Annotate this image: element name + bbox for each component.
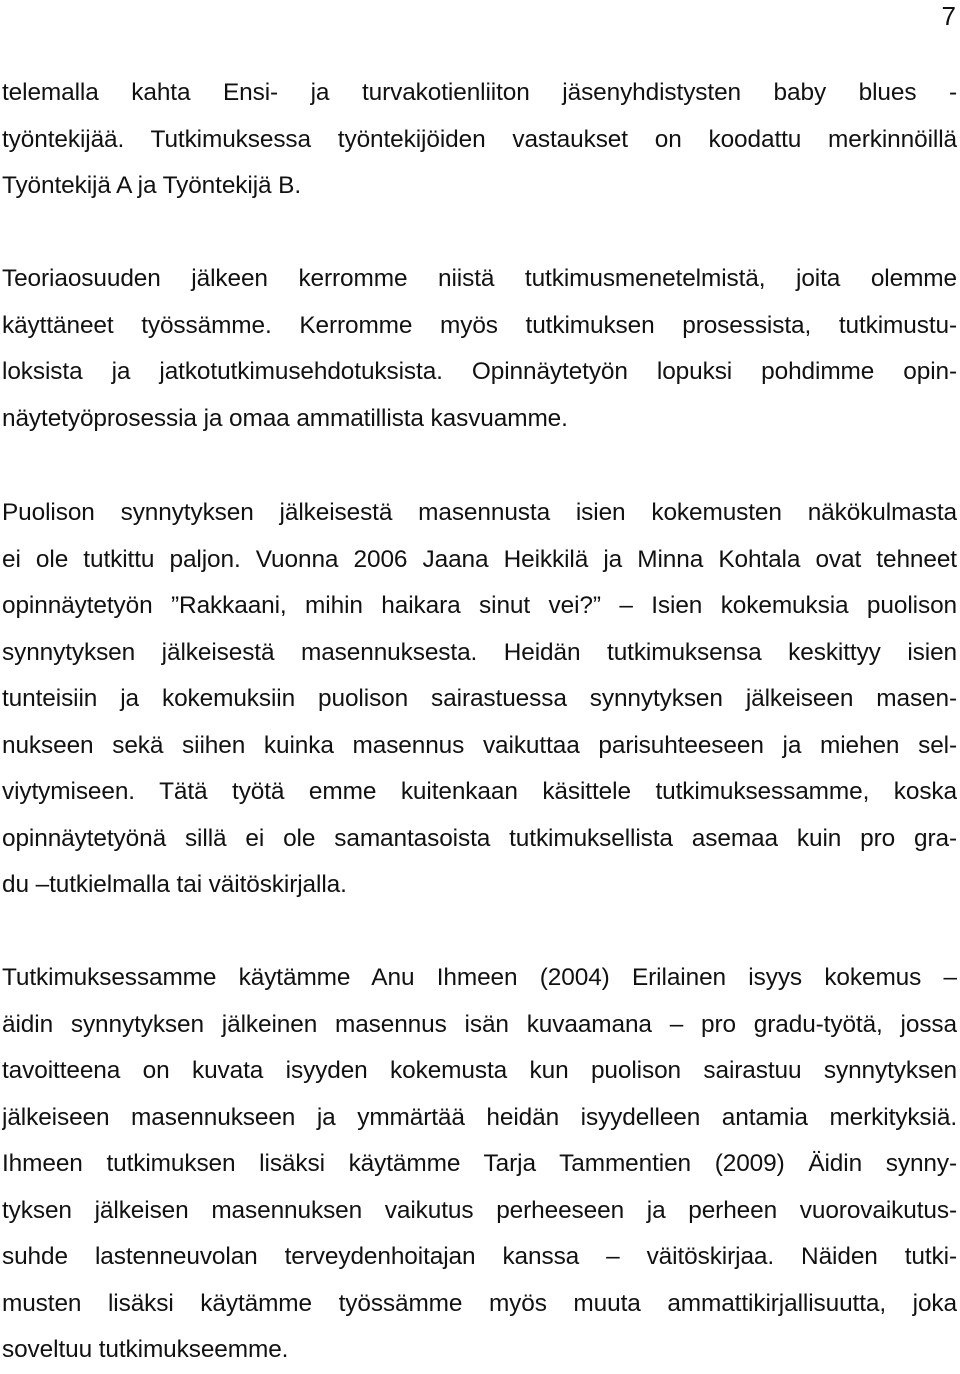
text-line: viytymiseen. Tätä työtä emme kuitenkaan käsittele tutkimuksessamme, koska <box>2 778 957 805</box>
text-line: loksista ja jatkotutkimusehdotuksista. Opinnäytetyön lopuksi pohdimme opin- <box>2 358 957 385</box>
text-line: suhde lastenneuvolan terveydenhoitajan kanssa – väitöskirjaa. Näiden tutki- <box>2 1243 957 1270</box>
text-line: synnytyksen jälkeisestä masennuksesta. Heidän tutkimuksensa keskittyy isien <box>2 638 957 666</box>
text-line: äidin synnytyksen jälkeinen masennus isän kuvaamana – pro gradu-työtä, jossa <box>2 1010 957 1038</box>
text-line: Teoriaosuuden jälkeen kerromme niistä tutkimusmenetelmistä, joita olemme <box>2 265 957 292</box>
text-line: soveltuu tutkimukseemme. <box>2 1336 289 1363</box>
text-line: Ihmeen tutkimuksen lisäksi käytämme Tarja Tammentien (2009) Äidin synny- <box>2 1150 957 1177</box>
text-line: ei ole tutkittu paljon. Vuonna 2006 Jaana Heikkilä ja Minna Kohtala ovat tehneet <box>2 545 957 573</box>
text-line: opinnäytetyön ”Rakkaani, mihin haikara sinut vei?” – Isien kokemuksia puolison <box>2 592 957 619</box>
paragraph-4 <box>2 955 957 1374</box>
text-line: telemalla kahta Ensi- ja turvakotienliiton jäsenyhdistysten baby blues - <box>2 79 957 106</box>
paragraph-3 <box>2 490 957 909</box>
text-line: työntekijää. Tutkimuksessa työntekijöiden vastaukset on koodattu merkinnöillä <box>2 125 957 153</box>
text-line: tavoitteena on kuvata isyyden kokemusta kun puolison sairastuu synnytyksen <box>2 1057 957 1084</box>
text-line: du –tutkielmalla tai väitöskirjalla. <box>2 871 347 898</box>
text-line: Puolison synnytyksen jälkeisestä masennusta isien kokemusten näkökulmasta <box>2 499 957 526</box>
paragraph-2 <box>2 256 957 442</box>
text-line: näytetyöprosessia ja omaa ammatillista kasvuamme. <box>2 404 568 432</box>
text-line: tyksen jälkeisen masennuksen vaikutus perheeseen ja perheen vuorovaikutus- <box>2 1196 957 1224</box>
text-line: opinnäytetyönä sillä ei ole samantasoista tutkimuksellista asemaa kuin pro gra- <box>2 824 957 852</box>
text-line: musten lisäksi käytämme työssämme myös muuta ammattikirjallisuutta, joka <box>2 1289 957 1317</box>
text-line: nukseen sekä siihen kuinka masennus vaikuttaa parisuhteeseen ja miehen sel- <box>2 731 957 759</box>
page-number: 7 <box>941 1 956 31</box>
text-line: jälkeiseen masennukseen ja ymmärtää heidän isyydelleen antamia merkityksiä. <box>2 1103 957 1131</box>
paragraph-1 <box>2 70 957 210</box>
text-line: käyttäneet työssämme. Kerromme myös tutkimuksen prosessista, tutkimustu- <box>2 311 957 339</box>
text-line: Työntekijä A ja Työntekijä B. <box>2 172 302 199</box>
text-line: tunteisiin ja kokemuksiin puolison sairastuessa synnytyksen jälkeiseen masen- <box>2 685 957 712</box>
text-line: Tutkimuksessamme käytämme Anu Ihmeen (2004) Erilainen isyys kokemus – <box>2 964 957 991</box>
